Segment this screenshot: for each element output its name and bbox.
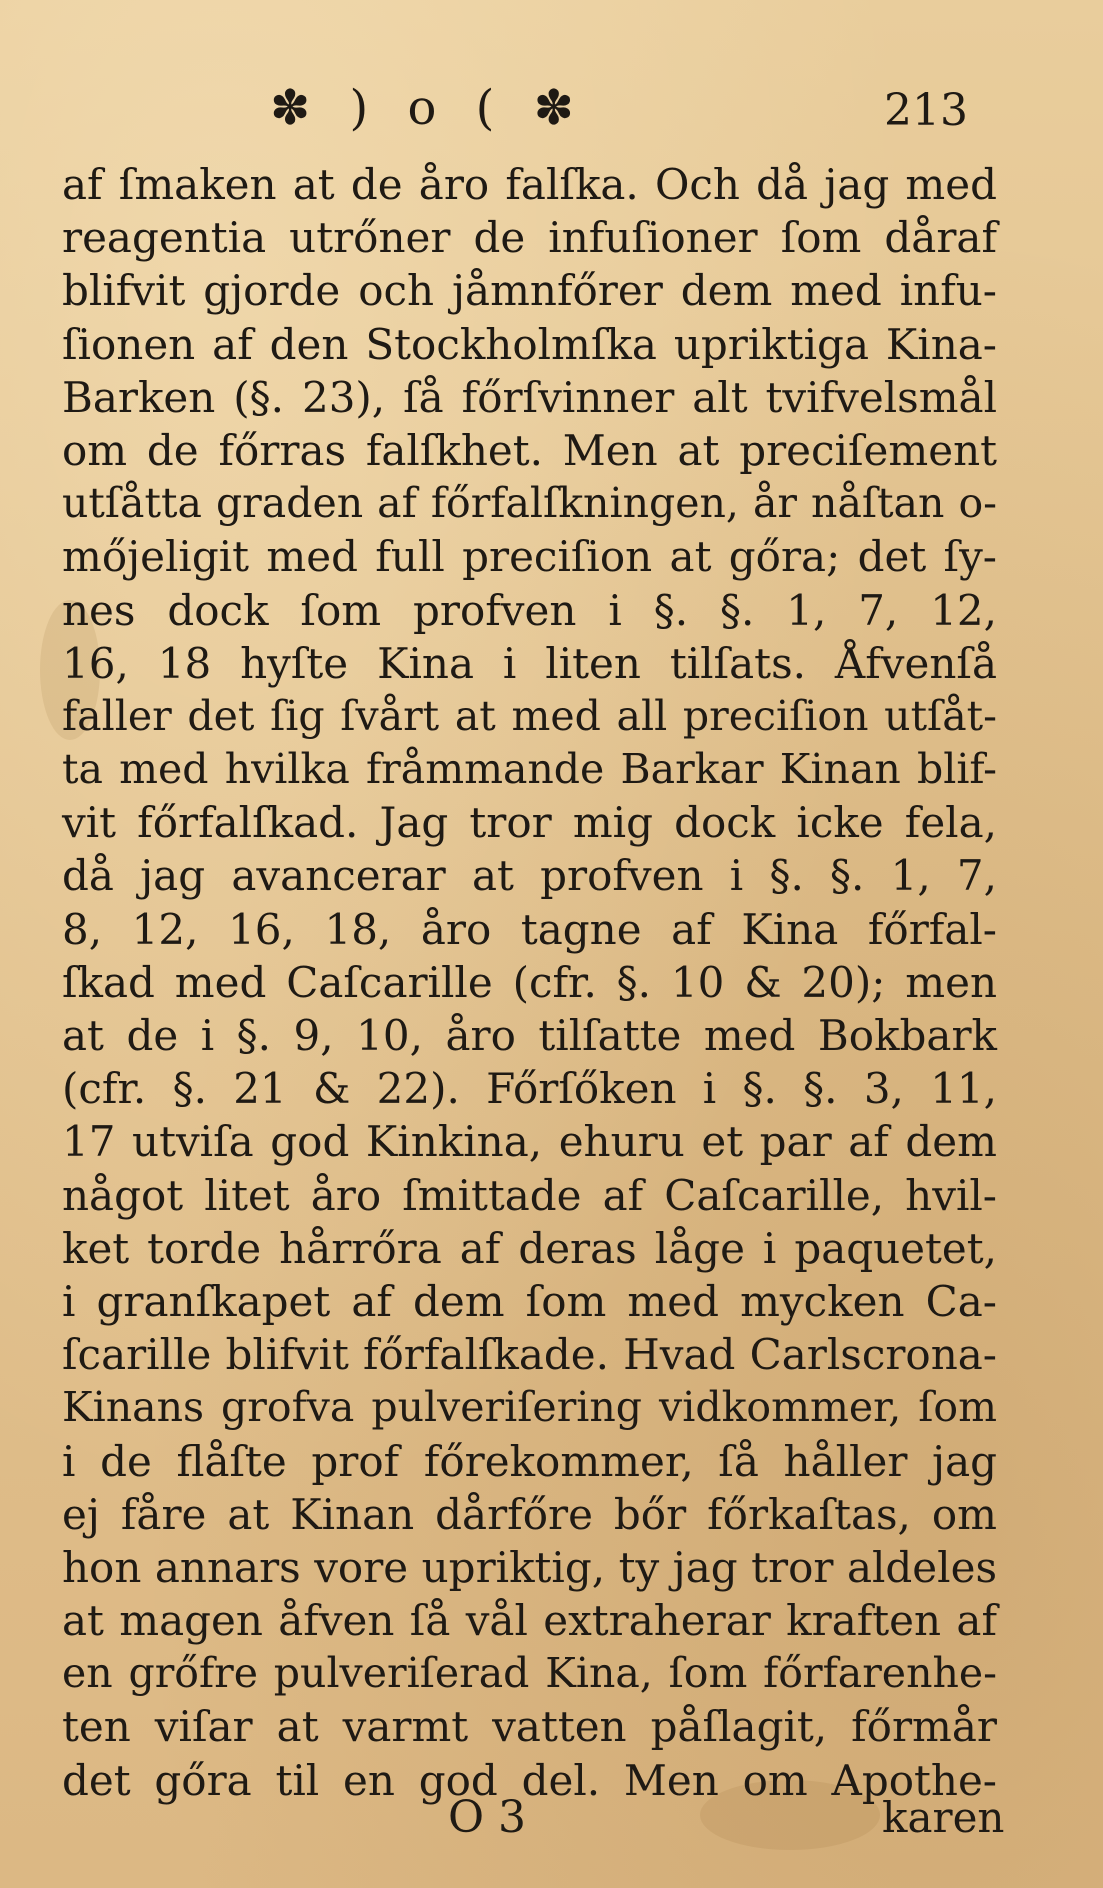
page-number: 213 (884, 85, 968, 136)
text-line: Kinans grofva pulveriſering vidkommer, ſom (62, 1383, 997, 1432)
text-line: ſcarille blifvit főrfalſkade. Hvad Carlscrona- (62, 1330, 997, 1380)
text-line: at de i §. 9, 10, åro tilſatte med Bokbark (62, 1011, 997, 1060)
text-line: en grőfre pulveriſerad Kina, ſom főrfarenhe- (62, 1649, 997, 1698)
text-line: 16, 18 hyſte Kina i liten tilſats. Åfvenſå (62, 638, 997, 688)
text-line: hon annars vore upriktig, ty jag tror aldeles (62, 1542, 997, 1592)
text-line: vit főrfalſkad. Jag tror mig dock icke fela, (62, 798, 997, 848)
header-ornament: ✽ ) o ( ✽ (270, 80, 586, 136)
text-line: ket torde hårrőra af deras låge i paquetet, (62, 1223, 997, 1273)
text-line: mőjeligit med full preciſion at gőra; det ſy- (62, 532, 997, 582)
text-line: utſåtta graden af főrfalſkningen, år nåſtan o- (62, 479, 997, 528)
text-line: Barken (§. 23), ſå főrſvinner alt tvifvelsmål (62, 372, 997, 422)
text-line: blifvit gjorde och jåmnfőrer dem med infu- (62, 266, 997, 316)
text-line: reagentia utrőner de infuſioner ſom dåraf (62, 213, 997, 263)
text-line: något litet åro ſmittade af Caſcarille, hvil- (62, 1170, 997, 1220)
text-line: ta med hvilka fråmmande Barkar Kinan blif- (62, 745, 997, 794)
text-line: faller det ſig ſvårt at med all preciſion utſåt- (62, 691, 997, 740)
text-line: (cfr. §. 21 & 22). Főrſőken i §. §. 3, 11, (62, 1064, 997, 1114)
text-line: det gőra til en god del. Men om Apothe- (62, 1755, 997, 1805)
page-header (0, 70, 1103, 150)
text-line: at magen åfven ſå vål extraherar kraften af (62, 1596, 997, 1646)
text-line: nes dock ſom profven i §. §. 1, 7, 12, (62, 585, 997, 635)
catchword: karen (882, 1793, 1005, 1842)
text-line: ej fåre at Kinan dårfőre bőr főrkaſtas, om (62, 1489, 997, 1539)
text-line: i de flåſte prof főrekommer, ſå håller jag (62, 1436, 997, 1486)
text-line: 8, 12, 16, 18, åro tagne af Kina főrfal- (62, 904, 997, 954)
text-line: då jag avancerar at profven i §. §. 1, 7, (62, 851, 997, 901)
page-footer (0, 1792, 1103, 1852)
body-text (62, 158, 997, 1807)
signature-mark: O 3 (448, 1792, 527, 1843)
text-line: om de főrras falſkhet. Men at preciſement (62, 425, 997, 475)
text-line: i granſkapet af dem ſom med mycken Ca- (62, 1276, 997, 1326)
text-line: ten viſar at varmt vatten påſlagit, főrmår (62, 1702, 997, 1752)
text-line: 17 utviſa god Kinkina, ehuru et par af dem (62, 1117, 997, 1167)
text-line: ſkad med Caſcarille (cfr. §. 10 & 20); men (62, 957, 997, 1007)
text-line: af ſmaken at de åro falſka. Och då jag med (62, 160, 997, 209)
text-line: ſionen af den Stockholmſka upriktiga Kina- (62, 319, 997, 369)
